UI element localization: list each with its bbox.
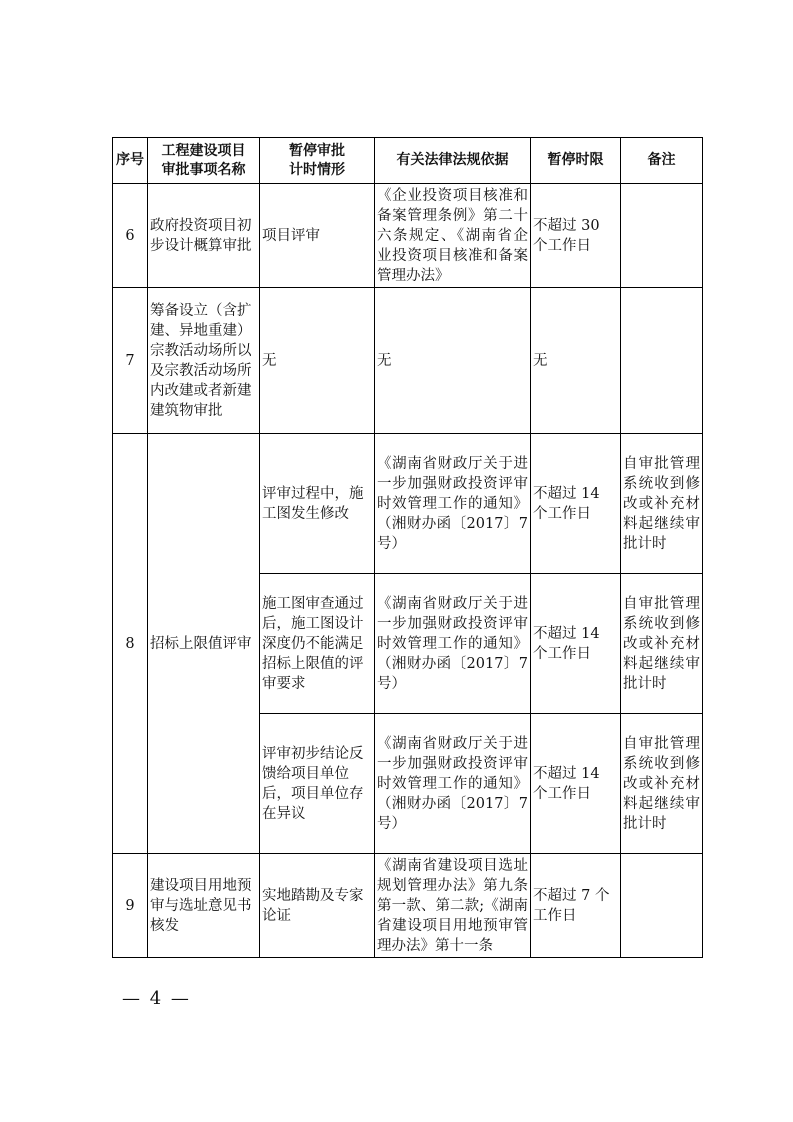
header-legal-basis: 有关法律法规依据 bbox=[375, 138, 531, 184]
row-legal-basis: 《湖南省财政厅关于进一步加强财政投资评审时效管理工作的通知》（湘财办函〔2017〕7号） bbox=[375, 574, 531, 714]
row-legal-basis: 《企业投资项目核准和备案管理条例》第二十六条规定、《湖南省企业投资项目核准和备案管理办法》 bbox=[375, 184, 531, 288]
table-row bbox=[113, 184, 703, 288]
row-pause-case: 无 bbox=[260, 288, 375, 434]
row-pause-case: 施工图审查通过后，施工图设计深度仍不能满足招标上限值的评审要求 bbox=[260, 574, 375, 714]
header-item-name: 工程建设项目 审批事项名称 bbox=[148, 138, 260, 184]
row-legal-basis: 无 bbox=[375, 288, 531, 434]
row-pause-case: 评审过程中，施工图发生修改 bbox=[260, 434, 375, 574]
row-remark bbox=[621, 288, 703, 434]
row-pause-case: 实地踏勘及专家论证 bbox=[260, 854, 375, 958]
approval-pause-table bbox=[112, 137, 703, 958]
table-header-row bbox=[113, 138, 703, 184]
page-number: — 4 — bbox=[122, 988, 191, 1009]
table-row bbox=[113, 854, 703, 958]
row-pause-case: 评审初步结论反馈给项目单位后，项目单位存在异议 bbox=[260, 714, 375, 854]
row-pause-limit: 不超过 14 个工作日 bbox=[531, 574, 621, 714]
header-pause-case: 暂停审批 计时情形 bbox=[260, 138, 375, 184]
row-legal-basis: 《湖南省建设项目选址规划管理办法》第九条第一款、第二款;《湖南省建设项目用地预审管理办法》第十一条 bbox=[375, 854, 531, 958]
row-remark bbox=[621, 184, 703, 288]
row-seq: 8 bbox=[113, 434, 148, 854]
header-seq: 序号 bbox=[113, 138, 148, 184]
row-remark bbox=[621, 854, 703, 958]
row-remark: 自审批管理系统收到修改或补充材料起继续审批计时 bbox=[621, 574, 703, 714]
row-remark: 自审批管理系统收到修改或补充材料起继续审批计时 bbox=[621, 434, 703, 574]
row-pause-limit: 不超过 30 个工作日 bbox=[531, 184, 621, 288]
row-legal-basis: 《湖南省财政厅关于进一步加强财政投资评审时效管理工作的通知》（湘财办函〔2017〕7号） bbox=[375, 434, 531, 574]
row-pause-limit: 不超过 14 个工作日 bbox=[531, 714, 621, 854]
row-item-name: 政府投资项目初步设计概算审批 bbox=[148, 184, 260, 288]
row-pause-limit: 无 bbox=[531, 288, 621, 434]
row-pause-limit: 不超过 14 个工作日 bbox=[531, 434, 621, 574]
row-pause-limit: 不超过 7 个工作日 bbox=[531, 854, 621, 958]
row-item-name: 筹备设立（含扩建、异地重建）宗教活动场所以及宗教活动场所内改建或者新建建筑物审批 bbox=[148, 288, 260, 434]
row-pause-case: 项目评审 bbox=[260, 184, 375, 288]
header-remark: 备注 bbox=[621, 138, 703, 184]
row-seq: 6 bbox=[113, 184, 148, 288]
row-legal-basis: 《湖南省财政厅关于进一步加强财政投资评审时效管理工作的通知》（湘财办函〔2017〕7号） bbox=[375, 714, 531, 854]
header-pause-limit: 暂停时限 bbox=[531, 138, 621, 184]
table-row bbox=[113, 288, 703, 434]
row-remark: 自审批管理系统收到修改或补充材料起继续审批计时 bbox=[621, 714, 703, 854]
row-item-name: 建设项目用地预审与选址意见书核发 bbox=[148, 854, 260, 958]
table-row bbox=[113, 434, 703, 574]
row-seq: 7 bbox=[113, 288, 148, 434]
row-seq: 9 bbox=[113, 854, 148, 958]
row-item-name: 招标上限值评审 bbox=[148, 434, 260, 854]
